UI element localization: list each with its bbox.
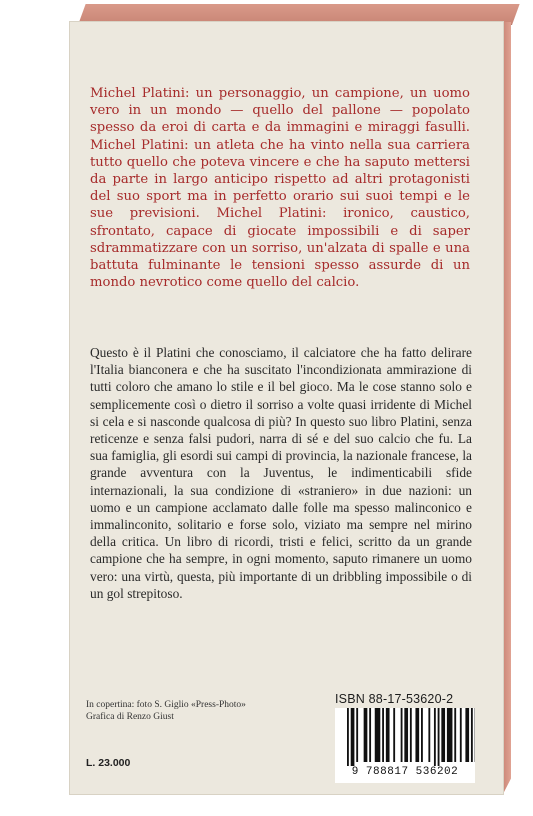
barcode-bar [465,708,469,762]
price-label: L. 23.000 [86,757,131,769]
cover-credits [86,699,246,723]
barcode-bar [351,708,355,766]
barcode-bar [434,708,436,766]
book-right-edge [503,22,511,794]
cover-photo-credit: In copertina: foto S. Giglio «Press-Photo» [86,700,246,710]
barcode-bar [369,708,371,762]
barcode-bar [410,708,412,762]
description-text: Questo è il Platini che conosciamo, il calciatore che ha fatto delirare l'Italia bianconera e che ha suscitato l'incondizionata ammirazione di tutti coloro che amano lo stile e il bel gioco. Ma le cose stanno solo e semplicemente così o dietro il sorriso a volte quasi irridente di Michel si cela e si nasconde qualcosa di più? In questo suo libro Platini, senza reticenze e senza falsi pudori, narra di sé e del suo calcio che fu. La sua famiglia, gli esordi sui campi di provincia, la nazionale francese, la grande avventura con la Juventus, le indimenticabili sfide internazionali, la sua condizione di «straniero» in due nazioni: un uomo e un campione acclamato dalle folle ma spesso malinconico e immalinconito, solitario e forse solo, viziato ma sempre nel mirino della critica. Un libro di ricordi, tristi e felici, scritto da un grande campione che ha sempre, in ogni momento, saputo rimanere un uomo vero: una virtù, questa, più importante di un dribbling impossibile o di un gol strepitoso. [90,345,472,601]
barcode-bar [382,708,384,762]
barcode-bar [404,708,408,762]
barcode-bar [356,708,358,762]
barcode-bar [386,708,390,762]
barcode-bar [415,708,419,762]
barcode-digits: 9 788817 536202 [351,766,459,778]
barcode-bars [335,708,475,766]
barcode-bar [393,708,395,762]
barcode-bar [364,708,368,762]
barcode-bar [460,708,462,762]
barcode-bar [471,708,473,762]
barcode-bar [347,708,349,766]
barcode-bar [375,708,381,762]
barcode-bar [441,708,445,762]
barcode-bar [454,708,456,762]
barcode-bar [447,708,453,762]
barcode-bar [421,708,423,762]
barcode-bar [438,708,440,766]
barcode [335,708,475,783]
barcode-bar [401,708,403,762]
isbn-label: ISBN 88-17-53620-2 [335,692,454,706]
blurb-text: Michel Platini: un personaggio, un campione, un uomo vero in un mondo — quello del pallone — popolato spesso da eroi di carta e da immagini e miraggi fasulli. Michel Platini: un atleta che ha vinto nella sua carriera tutto quello che poteva vincere e che ha saputo mettersi da parte in largo anticipo rispetto ad altri protagonisti del suo sport ma in perfetto orario sui suoi tempi e le sue previsioni. Michel Platini: ironico, caustico, sfrontato, capace di giocate impossibili e di saper sdrammatizzare con un sorriso, un'alzata di spalle e una battuta fulminante le tensioni spesso assurde di un mondo nevrotico come quello del calcio. [90,86,470,291]
barcode-bar [428,708,430,762]
graphics-credit: Grafica di Renzo Giust [86,712,174,722]
